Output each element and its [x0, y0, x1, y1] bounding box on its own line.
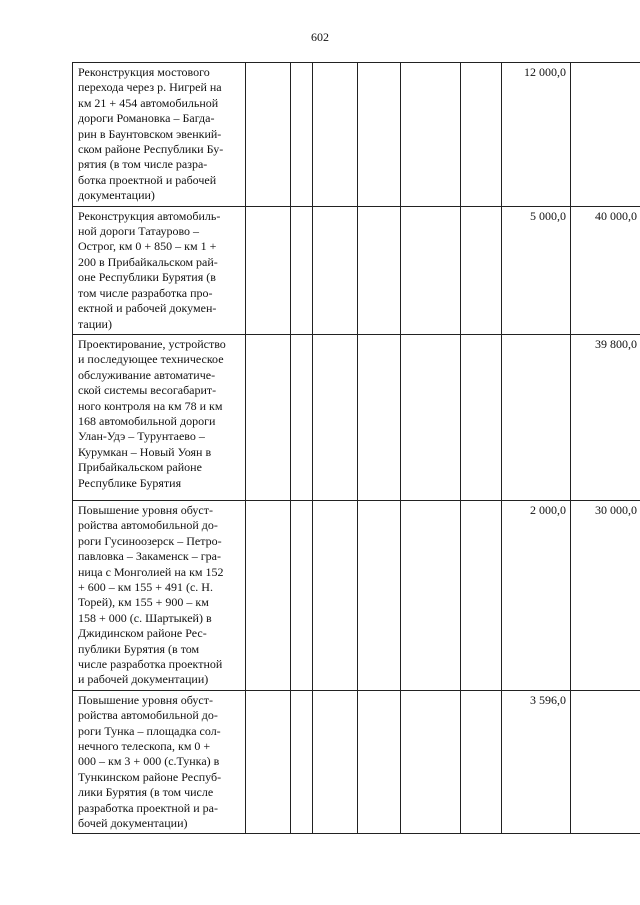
- row-description: [73, 334, 246, 500]
- description-line: ектной и рабочей докумен-: [78, 301, 217, 316]
- value-cell: [461, 334, 502, 500]
- description-line: роги Гусиноозерск – Петро-: [78, 533, 222, 548]
- row-description: [73, 690, 246, 834]
- description-line: рин в Баунтовском эвенкий-: [78, 126, 222, 141]
- value-cell: 5 000,0: [502, 206, 571, 334]
- value-cell: 39 800,0: [571, 334, 640, 500]
- description-line: Реконструкция мостового: [78, 65, 210, 79]
- description-line: + 600 – км 155 + 491 (с. Н.: [78, 579, 213, 594]
- value-cell: [461, 690, 502, 834]
- description-line: Курумкан – Новый Уоян в: [78, 444, 212, 459]
- value-cell: 12 000,0: [502, 63, 571, 207]
- description-line: 000 – км 3 + 000 (с.Тунка) в: [78, 754, 220, 769]
- description-line: Торей), км 155 + 900 – км: [78, 595, 209, 610]
- description-line: Прибайкальском районе: [78, 460, 202, 475]
- description-line: Повышение уровня обуст-: [78, 692, 213, 707]
- page-number: 602: [311, 30, 329, 44]
- description-line: дороги Романовка – Багда-: [78, 111, 215, 126]
- description-line: Проектирование, устройство: [78, 336, 226, 351]
- description-line: ской системы весогабарит-: [78, 383, 217, 398]
- description-line: 158 + 000 (с. Шартыкей) в: [78, 610, 212, 625]
- description-line: ной дороги Татаурово –: [78, 224, 200, 239]
- row-description: [73, 63, 246, 207]
- description-line: числе разработка проектной: [78, 656, 223, 671]
- description-line: разработка проектной и ра-: [78, 800, 218, 815]
- description-line: ница с Монголией на км 152: [78, 564, 224, 579]
- description-line: публики Бурятия (в том: [78, 641, 200, 656]
- description-line: бочей документации): [78, 816, 188, 831]
- table-row: [73, 334, 640, 500]
- description-line: рятия (в том числе разра-: [78, 157, 208, 172]
- value-cell: [358, 206, 401, 334]
- value-cell: [291, 206, 313, 334]
- value-cell: [401, 206, 461, 334]
- description-line: оне Республики Бурятия (в: [78, 270, 216, 285]
- value-cell: [502, 334, 571, 500]
- value-cell: [313, 334, 358, 500]
- description-line: Острог, км 0 + 850 – км 1 +: [78, 239, 217, 254]
- description-line: ройства автомобильной до-: [78, 708, 218, 723]
- description-line: 168 автомобильной дороги: [78, 413, 216, 428]
- value-cell: [313, 206, 358, 334]
- table-body: [73, 63, 640, 834]
- value-cell: [401, 500, 461, 690]
- description-line: Реконструкция автомобиль-: [78, 208, 221, 223]
- row-description: [73, 500, 246, 690]
- value-cell: [246, 63, 291, 207]
- description-line: Джидинском районе Рес-: [78, 626, 207, 641]
- value-cell: [246, 500, 291, 690]
- budget-table: [72, 62, 640, 834]
- table-row: [73, 690, 640, 834]
- description-line: документации): [78, 188, 155, 203]
- description-line: 200 в Прибайкальском рай-: [78, 254, 218, 269]
- description-line: Тункинском районе Респуб-: [78, 769, 222, 784]
- description-line: км 21 + 454 автомобильной: [78, 95, 219, 110]
- description-line: Республике Бурятия: [78, 475, 182, 490]
- value-cell: [571, 690, 640, 834]
- description-line: ройства автомобильной до-: [78, 518, 218, 533]
- description-line: ботка проектной и рабочей: [78, 172, 217, 187]
- description-line: и последующее техническое: [78, 352, 224, 367]
- table-row: [73, 500, 640, 690]
- value-cell: 3 596,0: [502, 690, 571, 834]
- description-line: Улан-Удэ – Турунтаево –: [78, 429, 205, 444]
- description-line: тации): [78, 316, 112, 331]
- value-cell: [291, 500, 313, 690]
- value-cell: [358, 334, 401, 500]
- value-cell: 30 000,0: [571, 500, 640, 690]
- value-cell: [401, 63, 461, 207]
- value-cell: [401, 690, 461, 834]
- value-cell: [313, 690, 358, 834]
- description-line: том числе разработка про-: [78, 285, 213, 300]
- description-line: лики Бурятия (в том числе: [78, 785, 214, 800]
- description-line: роги Тунка – площадка сол-: [78, 723, 221, 738]
- description-line: обслуживание автоматиче-: [78, 367, 216, 382]
- value-cell: [461, 500, 502, 690]
- table-row: [73, 206, 640, 334]
- description-line: нечного телескопа, км 0 +: [78, 739, 211, 753]
- value-cell: [291, 63, 313, 207]
- value-cell: [291, 334, 313, 500]
- description-line: ском районе Республики Бу-: [78, 142, 224, 157]
- value-cell: [313, 63, 358, 207]
- value-cell: [291, 690, 313, 834]
- description-line: перехода через р. Нигрей на: [78, 80, 222, 95]
- description-line: Повышение уровня обуст-: [78, 502, 213, 517]
- value-cell: [571, 63, 640, 207]
- value-cell: [461, 63, 502, 207]
- value-cell: 2 000,0: [502, 500, 571, 690]
- value-cell: [358, 63, 401, 207]
- value-cell: [358, 500, 401, 690]
- value-cell: [313, 500, 358, 690]
- value-cell: [358, 690, 401, 834]
- value-cell: [461, 206, 502, 334]
- value-cell: [246, 690, 291, 834]
- description-line: павловка – Закаменск – гра-: [78, 549, 221, 564]
- table-row: [73, 63, 640, 207]
- value-cell: [401, 334, 461, 500]
- description-line: ного контроля на км 78 и км: [78, 398, 223, 413]
- value-cell: 40 000,0: [571, 206, 640, 334]
- value-cell: [246, 206, 291, 334]
- row-description: [73, 206, 246, 334]
- value-cell: [246, 334, 291, 500]
- description-line: и рабочей документации): [78, 672, 209, 687]
